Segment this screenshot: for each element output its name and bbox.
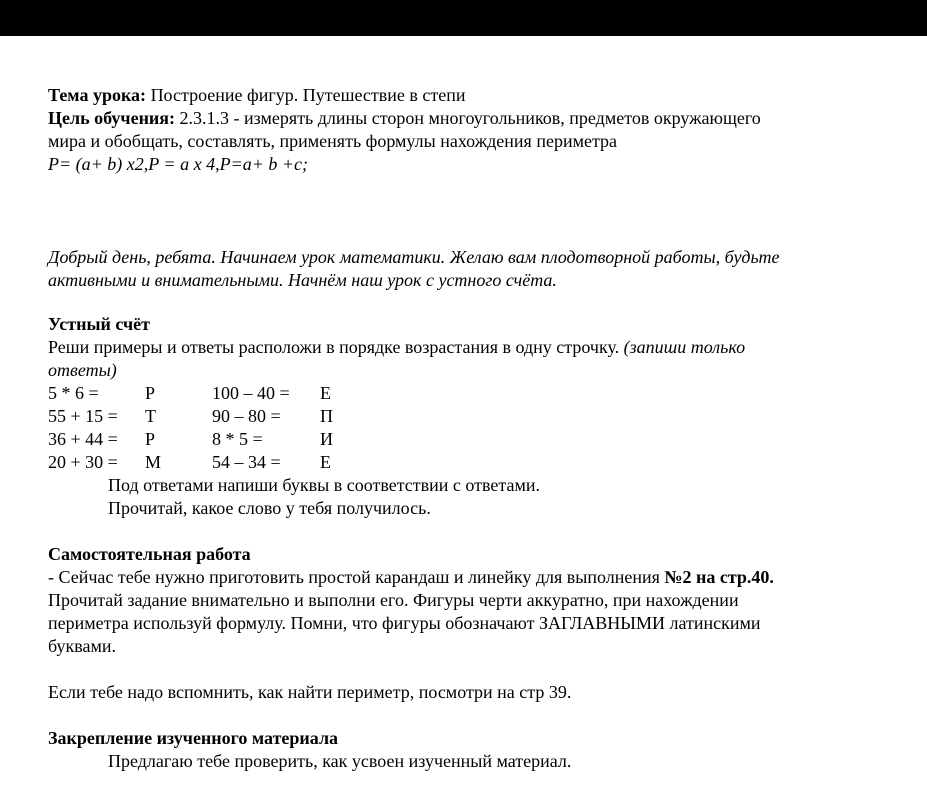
consolidation-heading: Закрепление изученного материала xyxy=(48,728,339,748)
lesson-goal-line xyxy=(48,107,908,130)
example-letter-left: Р xyxy=(145,429,156,449)
oral-count-note-2: Прочитай, какое слово у тебя получилось. xyxy=(108,498,431,518)
goal-label: Цель обучения: xyxy=(48,108,176,128)
oral-count-instruction xyxy=(48,336,908,359)
example-right: 100 – 40 = xyxy=(212,383,290,403)
independent-work-text: - Сейчас тебе нужно приготовить простой карандаш и линейку для выполнения xyxy=(48,567,665,587)
examples-table xyxy=(48,382,908,474)
example-letter-left: М xyxy=(145,452,162,472)
independent-work-line-2: Прочитай задание внимательно и выполни его. Фигуры черти аккуратно, при нахождении xyxy=(48,590,739,610)
lesson-goal-line-2: мира и обобщать, составлять, применять формулы нахождения периметра xyxy=(48,131,618,151)
example-letter-right: П xyxy=(320,406,333,426)
oral-count-heading: Устный счёт xyxy=(48,314,151,334)
goal-value: 2.3.1.3 - измерять длины сторон многоугольников, предметов окружающего xyxy=(175,108,761,128)
example-left: 5 * 6 = xyxy=(48,383,99,403)
example-left: 20 + 30 = xyxy=(48,452,118,472)
example-left: 36 + 44 = xyxy=(48,429,118,449)
perimeter-formula: P= (a+ b) x2,P = a x 4,P=a+ b +c; xyxy=(48,154,308,174)
perimeter-reminder: Если тебе надо вспомнить, как найти периметр, посмотри на стр 39. xyxy=(48,682,572,702)
example-right: 8 * 5 = xyxy=(212,429,263,449)
example-right: 54 – 34 = xyxy=(212,452,281,472)
task-reference: №2 на стр.40. xyxy=(664,567,774,587)
independent-work-line-1 xyxy=(48,566,908,589)
independent-work-line-3: периметра используй формулу. Помни, что фигуры обозначают ЗАГЛАВНЫМИ латинскими xyxy=(48,613,761,633)
independent-work-line-4: буквами. xyxy=(48,636,116,656)
topic-label: Тема урока: xyxy=(48,85,147,105)
consolidation-text: Предлагаю тебе проверить, как усвоен изученный материал. xyxy=(108,751,572,771)
top-black-bar xyxy=(0,0,927,36)
instruction-text: Реши примеры и ответы расположи в порядке возрастания в одну строчку. xyxy=(48,337,624,357)
example-row xyxy=(48,405,908,428)
greeting-line-1: Добрый день, ребята. Начинаем урок математики. Желаю вам плодотворной работы, будьте xyxy=(48,247,780,267)
greeting-line-2: активными и внимательными. Начнём наш урок с устного счёта. xyxy=(48,270,557,290)
lesson-topic-line xyxy=(48,84,908,107)
example-left: 55 + 15 = xyxy=(48,406,118,426)
example-row xyxy=(48,382,908,405)
example-letter-right: Е xyxy=(320,452,331,472)
example-row xyxy=(48,451,908,474)
example-letter-right: И xyxy=(320,429,333,449)
example-right: 90 – 80 = xyxy=(212,406,281,426)
topic-value: Построение фигур. Путешествие в степи xyxy=(146,85,466,105)
instruction-italic: (запиши только xyxy=(623,337,746,357)
example-letter-right: Е xyxy=(320,383,331,403)
document-page xyxy=(48,84,908,773)
independent-work-heading: Самостоятельная работа xyxy=(48,544,251,564)
example-letter-left: Т xyxy=(145,406,156,426)
oral-count-note-1: Под ответами напиши буквы в соответствии с ответами. xyxy=(108,475,541,495)
example-letter-left: Р xyxy=(145,383,156,403)
example-row xyxy=(48,428,908,451)
instruction-italic-2: ответы) xyxy=(48,360,117,380)
